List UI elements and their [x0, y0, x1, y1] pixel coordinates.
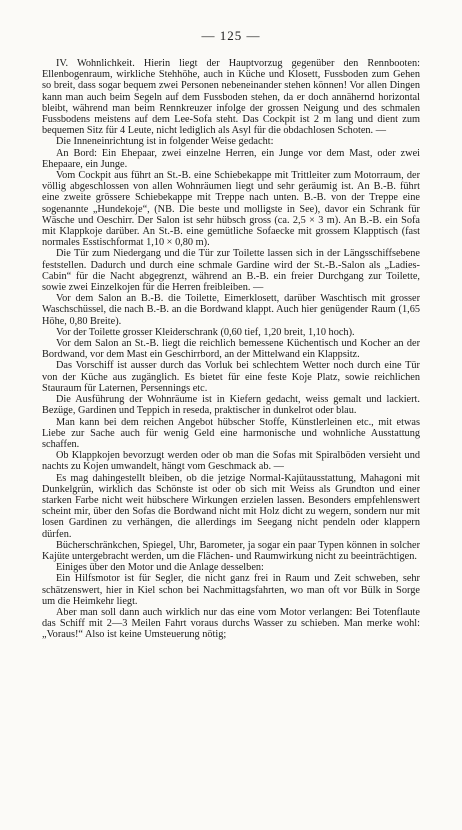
- page-number: — 125 —: [201, 28, 261, 43]
- paragraph: Die Tür zum Niedergang und die Tür zur Toilette lassen sich in der Längsschiffsebene feststellen. Dadurch und durch eine schmale Gardine wird der St.-B.-Salon als „Ladies-Cabin“ für die Nacht abgegrenzt, während an B.-B. ein freier Durchgang zur Toilette, sowie zwei Einzelkojen für die Herren freibleiben. —: [42, 248, 420, 294]
- paragraph: Das Vorschiff ist ausser durch das Vorluk bei schlechtem Wetter noch durch eine Tür von der Küche aus zugänglich. Es bietet für eine feste Koje Platz, sowie reichlichen Stauraum für Laternen, Persennings etc.: [42, 360, 420, 394]
- paragraph: Vom Cockpit aus führt an St.-B. eine Schiebekappe mit Trittleiter zum Motorraum, der völlig abgeschlossen von allen Wohnräumen liegt und sehr geräumig ist. An B.-B. führt eine zweite grössere Schiebekappe mit Treppe nach unten. B.-B. von der Treppe eine sogenannte „Hundekoje“, (NB. Die beste und molligste in See), davor ein Schrank für Wäsche und Oeschirr. Der Salon ist sehr hübsch gross (ca. 2,5 × 3 m). An B.-B. ein Sofa mit Klappkoje darüber. An St.-B. eine gemütliche Sofaecke mit grossem Klapptisch (fast normales Esstischformat 1,10 × 0,80 m).: [42, 170, 420, 249]
- paragraph: Die Inneneinrichtung ist in folgender Weise gedacht:: [56, 136, 274, 148]
- paragraph: Bücherschränkchen, Spiegel, Uhr, Barometer, ja sogar ein paar Typen können in solcher Kajüte untergebracht werden, um die Flächen- und Raumwirkung nicht zu beeinträchtigen.: [42, 539, 420, 562]
- paragraph-wohnlichkeit: IV. Wohnlichkeit. Hierin liegt der Hauptvorzug gegenüber den Rennbooten: Ellenbogenraum, wirkliche Stehhöhe, auch in Küche und Klosett, Fussboden zum Gehen so breit, dass sogar bequem zwei Personen nebeneinander stehen können! Vor allen Dingen kann man auch beim Segeln auf dem Fussboden stehen, da er doch annähernd horizontal bleibt, während man beim Rennkreuzer infolge der grossen Neigung und des schmalen Fussbodens meistens auf dem Lee-Sofa steht. Das Cockpit ist 2 m lang und dient zum bequemen Sitz für 4 Leute, nicht lediglich als Asyl für die obdachlosen Schoten. —: [42, 58, 420, 137]
- paragraph: Ein Hilfsmotor ist für Segler, die nicht ganz frei in Raum und Zeit schweben, sehr schätzenswert, hier in Kiel schon bei Nachmittagsfahrten, wo man oft vor Bülk in Sorge um die Heimkehr liegt.: [42, 573, 420, 607]
- paragraph: Einiges über den Motor und die Anlage desselben:: [56, 562, 264, 574]
- paragraph: Vor dem Salon an St.-B. liegt die reichlich bemessene Küchentisch und Kocher an der Bordwand, vor dem Mast ein Geschirrbord, an der Mittelwand ein Klappsitz.: [42, 338, 420, 361]
- paragraph: Vor der Toilette grosser Kleiderschrank (0,60 tief, 1,20 breit, 1,10 hoch).: [56, 326, 355, 338]
- paragraph: Vor dem Salon an B.-B. die Toilette, Eimerklosett, darüber Waschtisch mit grosser Waschschüssel, die nach B.-B. an die Bordwand klappt. Auch hier genügender Raum (1,65 Höhe, 0,80 Breite).: [42, 293, 420, 327]
- paragraph: Es mag dahingestellt bleiben, ob die jetzige Normal-Kajütausstattung, Mahagoni mit Dunkelgrün, wirklich das Schönste ist oder ob sich mit Weiss als Grundton und einer starken Farbe nicht weit hübschere Wirkungen erzielen lassen. Besonders empfehlenswert scheint mir, über den Sofas die Bordwand nicht mit Holz dicht zu wegern, sondern nur mit losen Gardinen zu verhängen, die allerdings im Seegang nicht pendeln oder klappern dürfen.: [42, 472, 420, 540]
- paragraph: An Bord: Ein Ehepaar, zwei einzelne Herren, ein Junge vor dem Mast, oder zwei Ehepaare, ein Junge.: [42, 147, 420, 170]
- paragraph: Ob Klappkojen bevorzugt werden oder ob man die Sofas mit Spiralböden versieht und nachts zu Kojen umwandelt, hängt vom Geschmack ab. —: [42, 450, 420, 473]
- paragraph: Man kann bei dem reichen Angebot hübscher Stoffe, Künstlerleinen etc., mit etwas Liebe zur Sache auch für wenig Geld eine harmonische und wohnliche Ausstattung schaffen.: [42, 416, 420, 450]
- paragraph: Die Ausführung der Wohnräume ist in Kiefern gedacht, weiss gemalt und lackiert. Bezüge, Gardinen und Teppich in reseda, praktischer in dunkelrot oder blau.: [42, 394, 420, 417]
- paragraph: Aber man soll dann auch wirklich nur das eine vom Motor verlangen: Bei Totenflaute das Schiff mit 2—3 Meilen Fahrt voraus durchs Wasser zu schieben. Man merke wohl: „Voraus!“ Also ist keine Umsteuerung nötig;: [42, 606, 420, 641]
- body-text: [42, 58, 420, 641]
